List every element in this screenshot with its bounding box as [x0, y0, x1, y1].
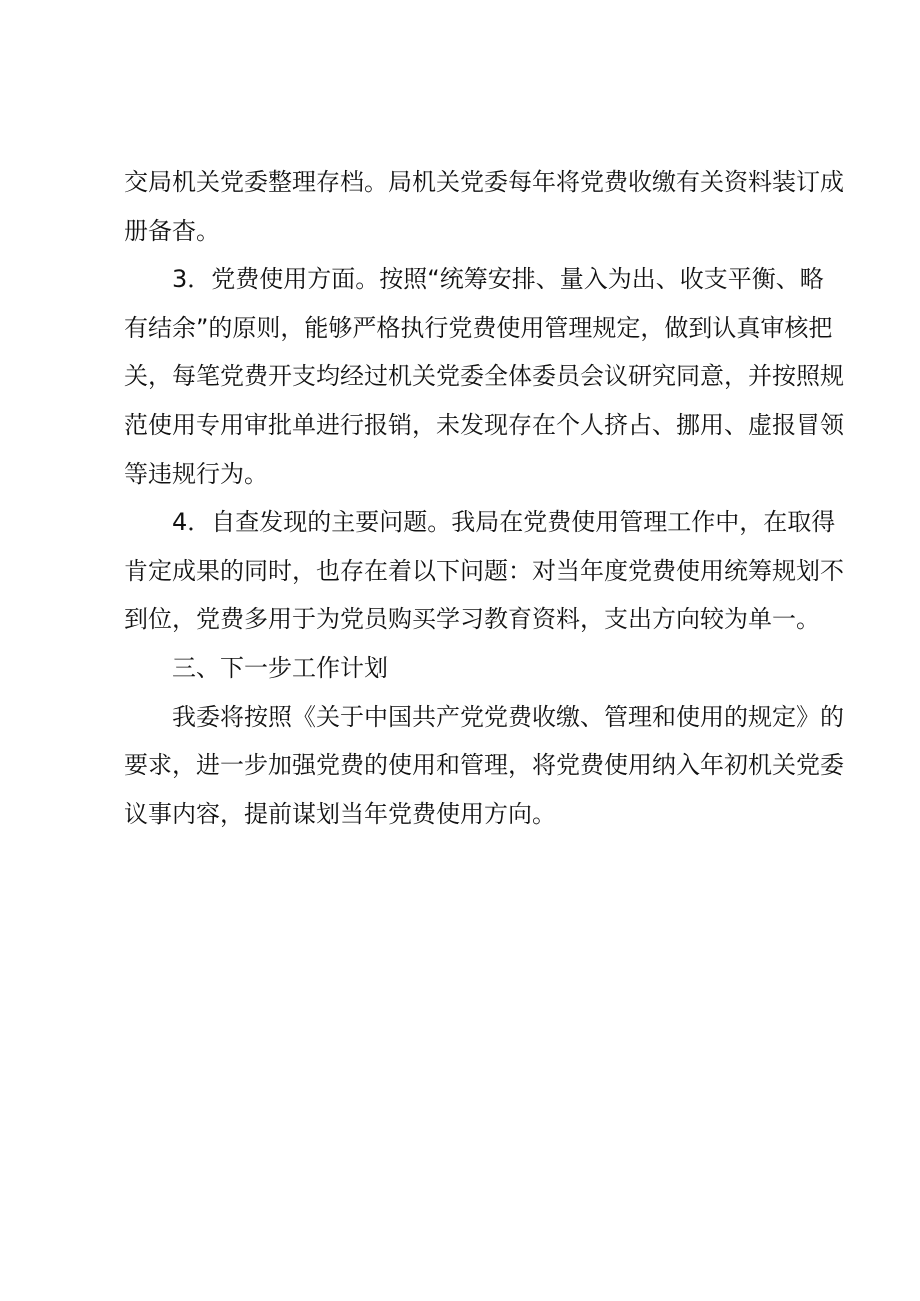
text-line: 议事内容，提前谋划当年党费使用方向。 — [124, 799, 556, 828]
text-line: 等违规行为。 — [124, 459, 268, 488]
text-line: 我委将按照《关于中国共产党党费收缴、管理和使用的规定》的 — [172, 702, 844, 731]
text-line: 4．自查发现的主要问题。我局在党费使用管理工作中，在取得 — [172, 508, 836, 537]
text-line: 交局机关党委整理存档。局机关党委每年将党费收缴有关资料装订成 — [124, 168, 844, 196]
text-line: 有结余”的原则，能够严格执行党费使用管理规定，做到认真审核把 — [124, 313, 833, 342]
text-line: 关，每笔党费开支均经过机关党委全体委员会议研究同意，并按照规 — [124, 362, 844, 391]
section-heading: 三、下一步工作计划 — [172, 653, 388, 682]
text-line: 到位，党费多用于为党员购买学习教育资料，支出方向较为单一。 — [124, 605, 820, 634]
section-heading-next-plan — [124, 644, 810, 693]
text-line: 要求，进一步加强党费的使用和管理，将党费使用纳入年初机关党委 — [124, 751, 844, 780]
text-line: 册备杳。 — [124, 216, 220, 245]
paragraph-archiving — [124, 158, 844, 255]
text-line: 3．党费使用方面。按照“统筹安排、量入为出、收支平衡、略 — [172, 265, 824, 294]
paragraph-next-plan — [124, 693, 844, 839]
text-line: 范使用专用审批单进行报销，未发现存在个人挤占、挪用、虚报冒领 — [124, 410, 844, 439]
paragraph-party-fee-usage — [124, 255, 844, 498]
paragraph-self-check-problems — [124, 498, 844, 644]
text-line: 肯定成果的同时，也存在着以下问题：对当年度党费使用统筹规划不 — [124, 556, 844, 585]
document-body — [124, 158, 844, 838]
